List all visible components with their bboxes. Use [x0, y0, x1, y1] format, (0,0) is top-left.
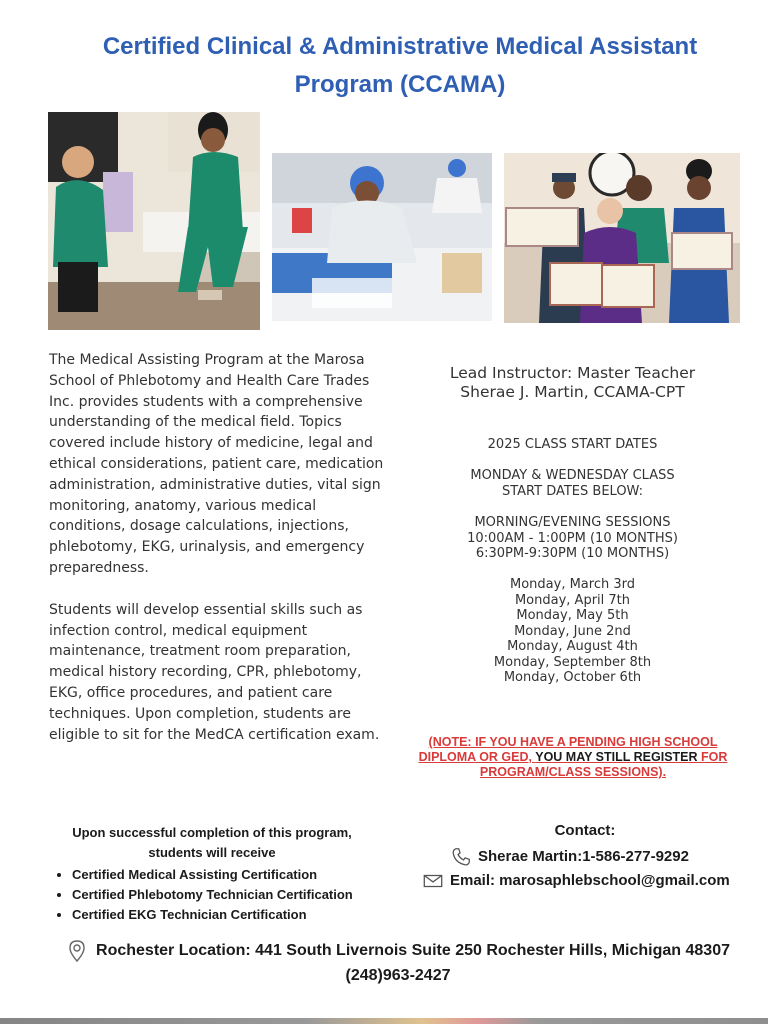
start-dates-title — [405, 437, 740, 453]
certification-item: • Certified EKG Technician Certification — [72, 905, 382, 925]
contact-phone-text: Sherae Martin:1-586-277-9292 — [478, 848, 689, 865]
start-date: Monday, April 7th — [514, 592, 631, 608]
note-register: YOU MAY STILL REGISTER — [535, 750, 698, 764]
completion-intro-line-2: students will receive — [148, 845, 276, 860]
note-line-2 — [398, 750, 748, 765]
start-date: Monday, August 4th — [507, 639, 638, 654]
start-date: Monday, October 6th — [503, 670, 642, 685]
title-line-2: Program (CCAMA) — [294, 71, 506, 98]
session-morning: 10:00AM - 1:00PM (10 MONTHS) — [467, 530, 678, 546]
contact-phone[interactable] — [450, 845, 750, 869]
start-date: Monday, March 3rd — [510, 577, 635, 592]
completion-intro — [52, 823, 372, 863]
note-line-3: PROGRAM/CLASS SESSIONS). — [479, 765, 667, 779]
location-pin-icon — [66, 939, 88, 963]
instructor-line-1: Lead Instructor: Master Teacher — [449, 364, 696, 382]
mail-icon — [422, 870, 444, 892]
start-date: Monday, June 2nd — [514, 623, 631, 639]
completion-certifications — [52, 823, 382, 925]
location-address: Rochester Location: 441 South Livernois Suite 250 Rochester Hills, Michigan 48307 — [96, 942, 730, 959]
class-days-line-1: MONDAY & WEDNESDAY CLASS — [470, 468, 675, 483]
note-for: FOR — [697, 750, 728, 764]
note-line-1: (NOTE: IF YOU HAVE A PENDING HIGH SCHOOL — [428, 735, 718, 749]
start-date: Monday, September 8th — [493, 654, 652, 670]
session-evening: 6:30PM-9:30PM (10 MONTHS) — [475, 546, 670, 561]
location-phone[interactable]: (248)963-2427 — [345, 967, 451, 984]
completion-intro-line-1: Upon successful completion of this program, — [72, 825, 352, 840]
phone-icon — [450, 846, 472, 868]
class-days-line-2: START DATES BELOW: — [501, 483, 644, 499]
sessions — [405, 515, 740, 562]
title-line-1: Certified Clinical & Administrative Medical Assistant — [102, 33, 698, 60]
start-dates-heading: 2025 CLASS START DATES — [487, 437, 658, 452]
contact-email[interactable] — [422, 869, 750, 893]
scan-edge-strip — [0, 1018, 768, 1024]
start-dates-list — [405, 577, 740, 686]
contact-email-text: Email: marosaphlebschool@gmail.com — [450, 872, 730, 889]
instructor-line-2: Sherae J. Martin, CCAMA-CPT — [460, 383, 685, 401]
certification-item: • Certified Medical Assisting Certification — [72, 865, 382, 885]
lead-instructor — [405, 364, 740, 402]
page-title — [40, 28, 760, 104]
location-section — [48, 938, 748, 988]
contact-heading: Contact: — [554, 822, 616, 839]
start-date: Monday, May 5th — [516, 608, 629, 623]
class-days — [405, 468, 740, 499]
registration-note — [398, 735, 748, 780]
sessions-heading: MORNING/EVENING SESSIONS — [474, 515, 671, 530]
location-address-row — [48, 938, 748, 963]
description-paragraph-2: Students will develop essential skills such as infection control, medical equipment maintenance, treatment room preparation, medical history recording, CPR, phlebotomy, EKG, office procedures, and patient care techniques. Upon completion, students are eligible to sit for the MedCA certification exam. — [49, 601, 380, 743]
photo-phlebotomy-training — [272, 153, 492, 321]
certification-item: • Certified Phlebotomy Technician Certification — [72, 885, 382, 905]
note-ged: DIPLOMA OR GED, — [418, 750, 536, 764]
photo-graduates-certificates — [504, 153, 740, 323]
photo-medical-assistants — [48, 112, 260, 330]
description-paragraph-1: The Medical Assisting Program at the Marosa School of Phlebotomy and Health Care Trades Inc. provides students with a comprehensive understanding of the medical field. Topics covered include history of medicine, legal and ethical considerations, patient care, medication administration, administrative duties, vital sign monitoring, anatomy, various medical conditions, dosage calculations, injections, phlebotomy, EKG, urinalysis, and emergency preparedness. — [49, 352, 384, 576]
certification-list — [52, 865, 382, 925]
program-description — [49, 350, 394, 766]
contact-section — [410, 819, 750, 893]
